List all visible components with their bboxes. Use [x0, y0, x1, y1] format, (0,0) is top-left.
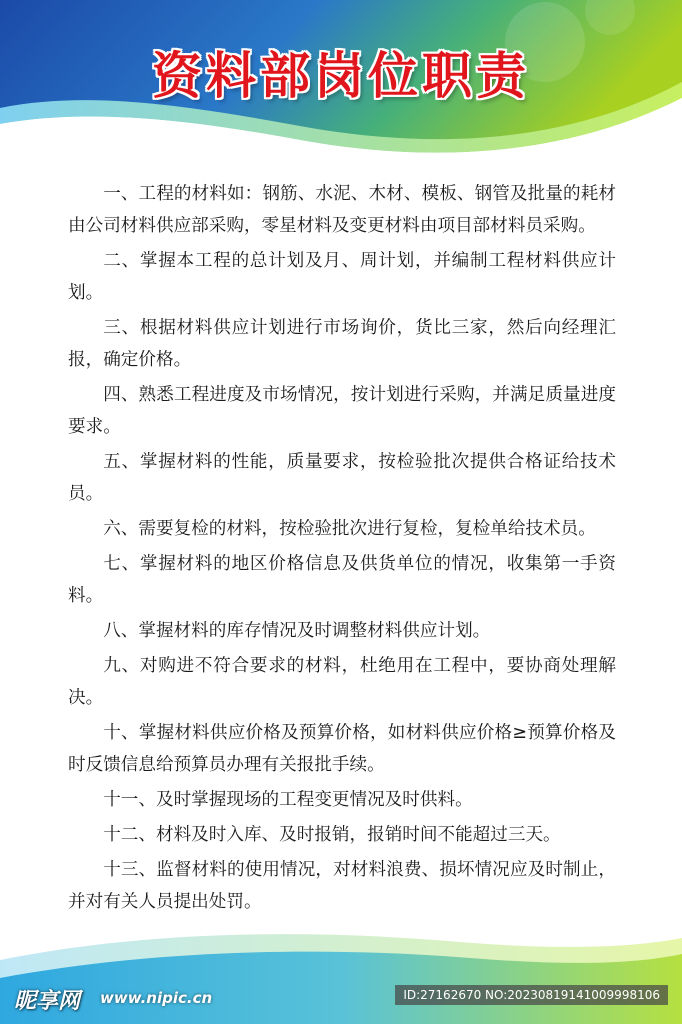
- watermark-url: www.nipic.cn: [100, 989, 213, 1007]
- duty-item: 十三、监督材料的使用情况，对材料浪费、损坏情况应及时制止，并对有关人员提出处罚。: [68, 860, 616, 912]
- duty-item: 十、掌握材料供应价格及预算价格，如材料供应价格≥预算价格及时反馈信息给预算员办理有关报批手续。: [68, 723, 616, 775]
- duty-item: 十一、及时掌握现场的工程变更情况及时供料。: [103, 790, 473, 810]
- duty-item: 一、工程的材料如：钢筋、水泥、木材、模板、钢管及批量的耗材由公司材料供应部采购，零星材料及变更材料由项目部材料员采购。: [68, 184, 616, 236]
- duty-item: 二、掌握本工程的总计划及月、周计划，并编制工程材料供应计划。: [68, 251, 616, 303]
- duty-item: 五、掌握材料的性能，质量要求，按检验批次提供合格证给技术员。: [68, 452, 616, 504]
- duty-item: 四、熟悉工程进度及市场情况，按计划进行采购，并满足质量进度要求。: [68, 385, 616, 437]
- page-title: 资料部岗位职责: [152, 46, 530, 105]
- duty-item: 十二、材料及时入库、及时报销，报销时间不能超过三天。: [103, 825, 561, 845]
- duty-item: 九、对购进不符合要求的材料，杜绝用在工程中，要协商处理解决。: [68, 656, 616, 708]
- duty-item: 七、掌握材料的地区价格信息及供货单位的情况，收集第一手资料。: [68, 554, 616, 606]
- footer-banner: [0, 920, 682, 1024]
- duty-list: [68, 178, 616, 921]
- watermark-logo: 昵享网: [14, 989, 81, 1014]
- duty-item: 六、需要复检的材料，按检验批次进行复检，复检单给技术员。: [103, 519, 596, 539]
- duty-item: 八、掌握材料的库存情况及时调整材料供应计划。: [103, 621, 491, 641]
- duty-item: 三、根据材料供应计划进行市场询价，货比三家，然后向经理汇报，确定价格。: [68, 318, 616, 370]
- image-id-badge: ID:27162670 NO:20230819141009998106: [395, 985, 668, 1005]
